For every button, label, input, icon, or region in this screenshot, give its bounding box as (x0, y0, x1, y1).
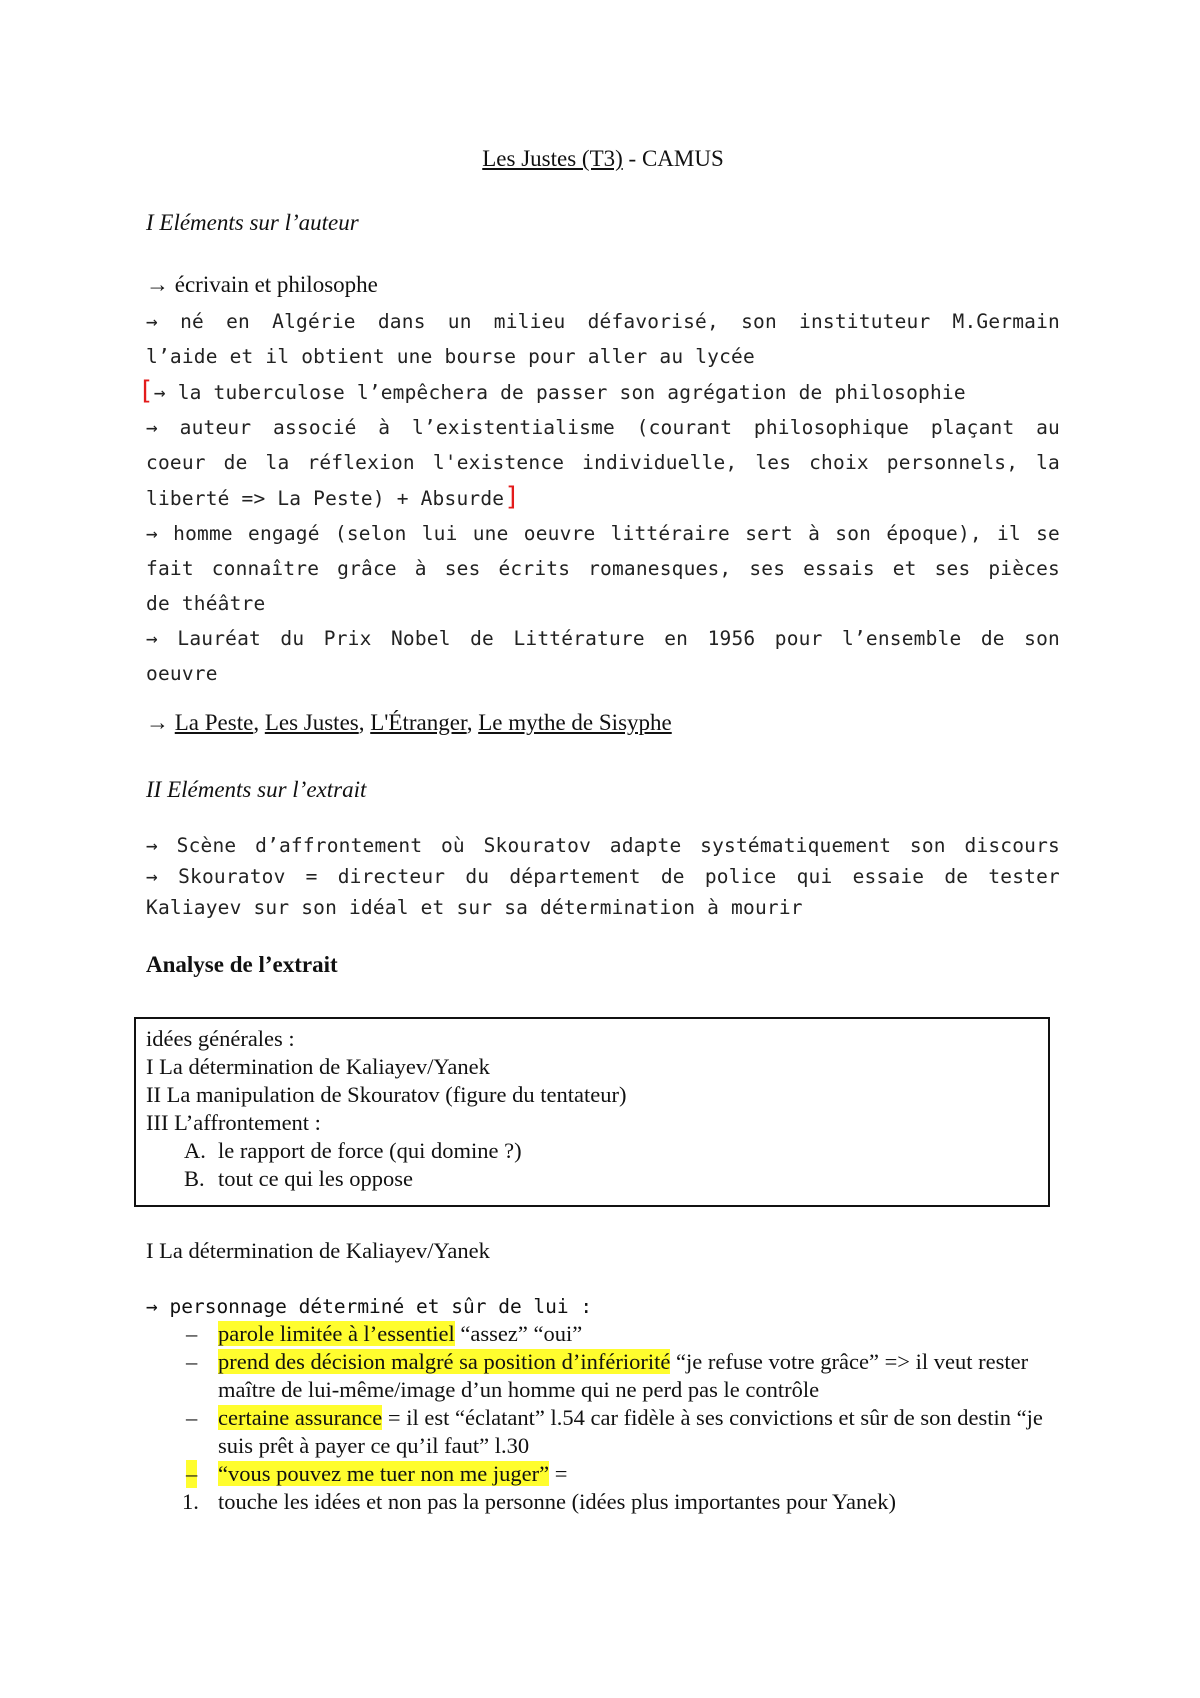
title-author: - CAMUS (622, 146, 724, 171)
item-text: touche les idées et non pas la personne (idées plus importantes pour Yanek) (218, 1489, 896, 1514)
text-line: l’aide et il obtient une bourse pour aller au lycée (146, 345, 755, 368)
part1-intro: → personnage déterminé et sûr de lui : (146, 1295, 593, 1318)
text-line: → Scène d’affrontement où Skouratov adapte systématiquement son discours (146, 834, 1060, 857)
text-line (138, 374, 1060, 410)
list-item (186, 1404, 1066, 1460)
highlighted-text: “vous pouvez me tuer non me juger” (218, 1461, 550, 1486)
text-line: → né en Algérie dans un milieu défavorisé, son instituteur M.Germain (146, 310, 1060, 333)
item-text: = (549, 1461, 568, 1486)
text-line: de théâtre (146, 592, 266, 615)
box-line: I La détermination de Kaliayev/Yanek (146, 1054, 490, 1079)
list-item (186, 1320, 1066, 1348)
item-text: = il est “éclatant” l.54 car fidèle à ses convictions et sûr de son destin “je suis prêt à payer ce qu’il faut” l.30 (218, 1405, 1043, 1458)
text-line: → homme engagé (selon lui une oeuvre littéraire sert à son époque), il se (146, 522, 1060, 545)
part1-list (182, 1320, 1066, 1516)
extrait-paragraphs (146, 830, 1060, 923)
general-ideas-box (134, 1017, 1050, 1207)
subitem-text: le rapport de force (qui domine ?) (218, 1138, 522, 1163)
highlighted-text: certaine assurance (218, 1405, 383, 1430)
bracket-open: [ (138, 376, 154, 406)
author-paragraphs (138, 304, 1060, 691)
subitem-text: tout ce qui les oppose (218, 1166, 413, 1191)
text-line: oeuvre (146, 662, 218, 685)
text-line: → Lauréat du Prix Nobel de Littérature en 1956 pour l’ensemble de son (146, 627, 1060, 650)
dash-marker: – (186, 1405, 198, 1430)
bracket-close: ] (504, 482, 521, 512)
list-item (186, 1460, 1066, 1488)
work-title: La Peste (174, 710, 254, 735)
box-subitem-a (146, 1137, 1038, 1165)
item-text: “je refuse votre grâce” => il veut rester maître de lui-même/image d’un homme qui ne perd pas le contrôle (218, 1349, 1029, 1402)
text-line: → Skouratov = directeur du département de police qui essaie de tester (146, 865, 1060, 888)
text-line: coeur de la réflexion l'existence individuelle, les choix personnels, la (146, 451, 1060, 474)
text-line-content: liberté => La Peste) + Absurde (146, 487, 505, 510)
work-title: Les Justes (264, 710, 359, 735)
page-title (146, 146, 1060, 172)
text-line: fait connaître grâce à ses écrits romanesques, ses essais et ses pièces (146, 557, 1060, 580)
list-item (186, 1348, 1066, 1404)
highlighted-text: parole limitée à l’essentiel (218, 1321, 455, 1346)
text-line: Kaliayev sur son idéal et sur sa détermination à mourir (146, 896, 803, 919)
number-marker: 1. (182, 1489, 199, 1514)
section-heading-auteur: I Eléments sur l’auteur (146, 210, 359, 235)
box-line: idées générales : (146, 1026, 295, 1051)
dash-marker: – (186, 1321, 198, 1346)
item-text: “assez” “oui” (454, 1321, 583, 1346)
highlighted-text: prend des décision malgré sa position d’infériorité (218, 1349, 671, 1374)
section-heading-extrait: II Eléments sur l’extrait (146, 777, 367, 802)
list-item-numbered (182, 1488, 1066, 1516)
dash-marker: – (186, 1349, 198, 1374)
line-ecrivain: → écrivain et philosophe (146, 272, 378, 297)
dash-marker: – (186, 1461, 198, 1486)
work-title: L'Étranger (370, 710, 467, 735)
part1-heading: I La détermination de Kaliayev/Yanek (146, 1238, 490, 1263)
works-list: → La Peste, Les Justes, L'Étranger, Le mythe de Sisyphe (146, 710, 672, 735)
text-line (146, 480, 1060, 516)
box-line: II La manipulation de Skouratov (figure du tentateur) (146, 1082, 627, 1107)
work-title: Le mythe de Sisyphe (478, 710, 672, 735)
text-line: → auteur associé à l’existentialisme (courant philosophique plaçant au (146, 416, 1060, 439)
title-main: Les Justes (T3) (482, 146, 623, 171)
text-line-content: → la tuberculose l’empêchera de passer son agrégation de philosophie (153, 381, 966, 404)
box-line: III L’affrontement : (146, 1110, 321, 1135)
works-arrow: → (146, 710, 175, 735)
subitem-key: A. (184, 1138, 206, 1163)
box-subitem-b (146, 1165, 1038, 1193)
subitem-key: B. (184, 1166, 205, 1191)
section-heading-analyse: Analyse de l’extrait (146, 952, 338, 977)
